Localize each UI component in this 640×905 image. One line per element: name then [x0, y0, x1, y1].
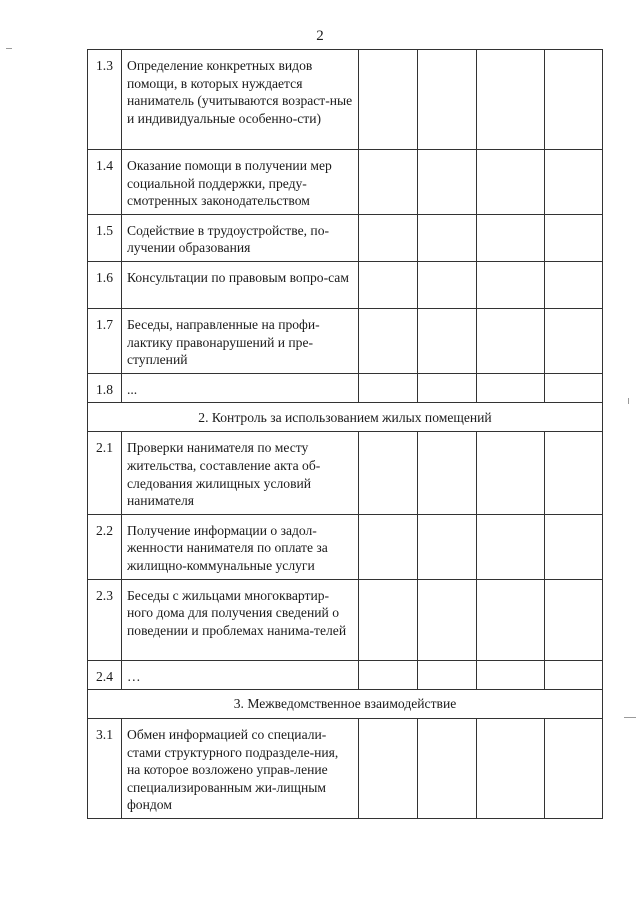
page-number: 2: [316, 28, 324, 44]
empty-cell: [418, 150, 477, 215]
empty-cell: [477, 308, 545, 373]
empty-cell: [545, 514, 603, 579]
empty-cell: [545, 373, 603, 403]
empty-cell: [418, 579, 477, 660]
table-row: [88, 514, 603, 579]
empty-cell: [545, 719, 603, 819]
empty-cell: [477, 150, 545, 215]
row-description: Беседы с жильцами многоквартир-ного дома для получения сведений о поведении и проблемах нанима-телей: [122, 579, 359, 660]
empty-cell: [477, 261, 545, 308]
empty-cell: [359, 150, 418, 215]
row-description: …: [122, 660, 359, 690]
table-row: [88, 432, 603, 514]
row-description: Проверки нанимателя по месту жительства, составление акта об-следования жилищных условий нанимателя: [122, 432, 359, 514]
empty-cell: [359, 308, 418, 373]
row-description: Беседы, направленные на профи-лактику правонарушений и пре-ступлений: [122, 308, 359, 373]
row-description: Консультации по правовым вопро-сам: [122, 261, 359, 308]
empty-cell: [477, 579, 545, 660]
row-number: 3.1: [88, 719, 122, 819]
row-number: 1.3: [88, 50, 122, 150]
empty-cell: [477, 432, 545, 514]
empty-cell: [359, 261, 418, 308]
row-number: 1.6: [88, 261, 122, 308]
row-description: Обмен информацией со специали-стами структурного подразделе-ния, на которое возложено управ-ление специализированным жи-лищным фондом: [122, 719, 359, 819]
empty-cell: [359, 579, 418, 660]
empty-cell: [359, 373, 418, 403]
empty-cell: [477, 214, 545, 261]
row-number: 1.8: [88, 373, 122, 403]
empty-cell: [545, 579, 603, 660]
activity-plan-table: [87, 49, 603, 819]
row-number: 2.4: [88, 660, 122, 690]
section-title: 3. Межведомственное взаимодействие: [88, 690, 603, 719]
empty-cell: [418, 373, 477, 403]
empty-cell: [477, 373, 545, 403]
empty-cell: [359, 214, 418, 261]
empty-cell: [477, 719, 545, 819]
row-number: 2.3: [88, 579, 122, 660]
table-row: [88, 719, 603, 819]
table-row: [88, 373, 603, 403]
table-row: [88, 660, 603, 690]
empty-cell: [359, 514, 418, 579]
empty-cell: [359, 719, 418, 819]
section-header-row: [88, 403, 603, 432]
empty-cell: [545, 50, 603, 150]
row-description: Содействие в трудоустройстве, по-лучении образования: [122, 214, 359, 261]
empty-cell: [545, 214, 603, 261]
row-description: Получение информации о задол-женности нанимателя по оплате за жилищно-коммунальные услуги: [122, 514, 359, 579]
empty-cell: [418, 308, 477, 373]
table-row: [88, 50, 603, 150]
empty-cell: [418, 719, 477, 819]
section-title: 2. Контроль за использованием жилых помещений: [88, 403, 603, 432]
empty-cell: [418, 660, 477, 690]
scan-margin-mark: [6, 48, 12, 49]
scan-margin-mark: [624, 717, 636, 718]
table-row: [88, 150, 603, 215]
empty-cell: [477, 50, 545, 150]
empty-cell: [477, 514, 545, 579]
empty-cell: [545, 308, 603, 373]
table-row: [88, 579, 603, 660]
scan-margin-mark: [628, 398, 629, 404]
empty-cell: [545, 261, 603, 308]
row-description: Определение конкретных видов помощи, в которых нуждается наниматель (учитываются возраст-ные и индивидуальные особенно-сти): [122, 50, 359, 150]
empty-cell: [418, 432, 477, 514]
empty-cell: [418, 514, 477, 579]
empty-cell: [545, 150, 603, 215]
row-number: 1.4: [88, 150, 122, 215]
empty-cell: [418, 214, 477, 261]
empty-cell: [359, 432, 418, 514]
row-number: 1.5: [88, 214, 122, 261]
empty-cell: [359, 50, 418, 150]
empty-cell: [418, 261, 477, 308]
row-number: 2.2: [88, 514, 122, 579]
empty-cell: [418, 50, 477, 150]
row-description: ...: [122, 373, 359, 403]
empty-cell: [477, 660, 545, 690]
row-description: Оказание помощи в получении мер социальной поддержки, преду-смотренных законодательством: [122, 150, 359, 215]
empty-cell: [545, 432, 603, 514]
table-row: [88, 261, 603, 308]
empty-cell: [545, 660, 603, 690]
row-number: 2.1: [88, 432, 122, 514]
section-header-row: [88, 690, 603, 719]
row-number: 1.7: [88, 308, 122, 373]
empty-cell: [359, 660, 418, 690]
table-row: [88, 214, 603, 261]
table-row: [88, 308, 603, 373]
